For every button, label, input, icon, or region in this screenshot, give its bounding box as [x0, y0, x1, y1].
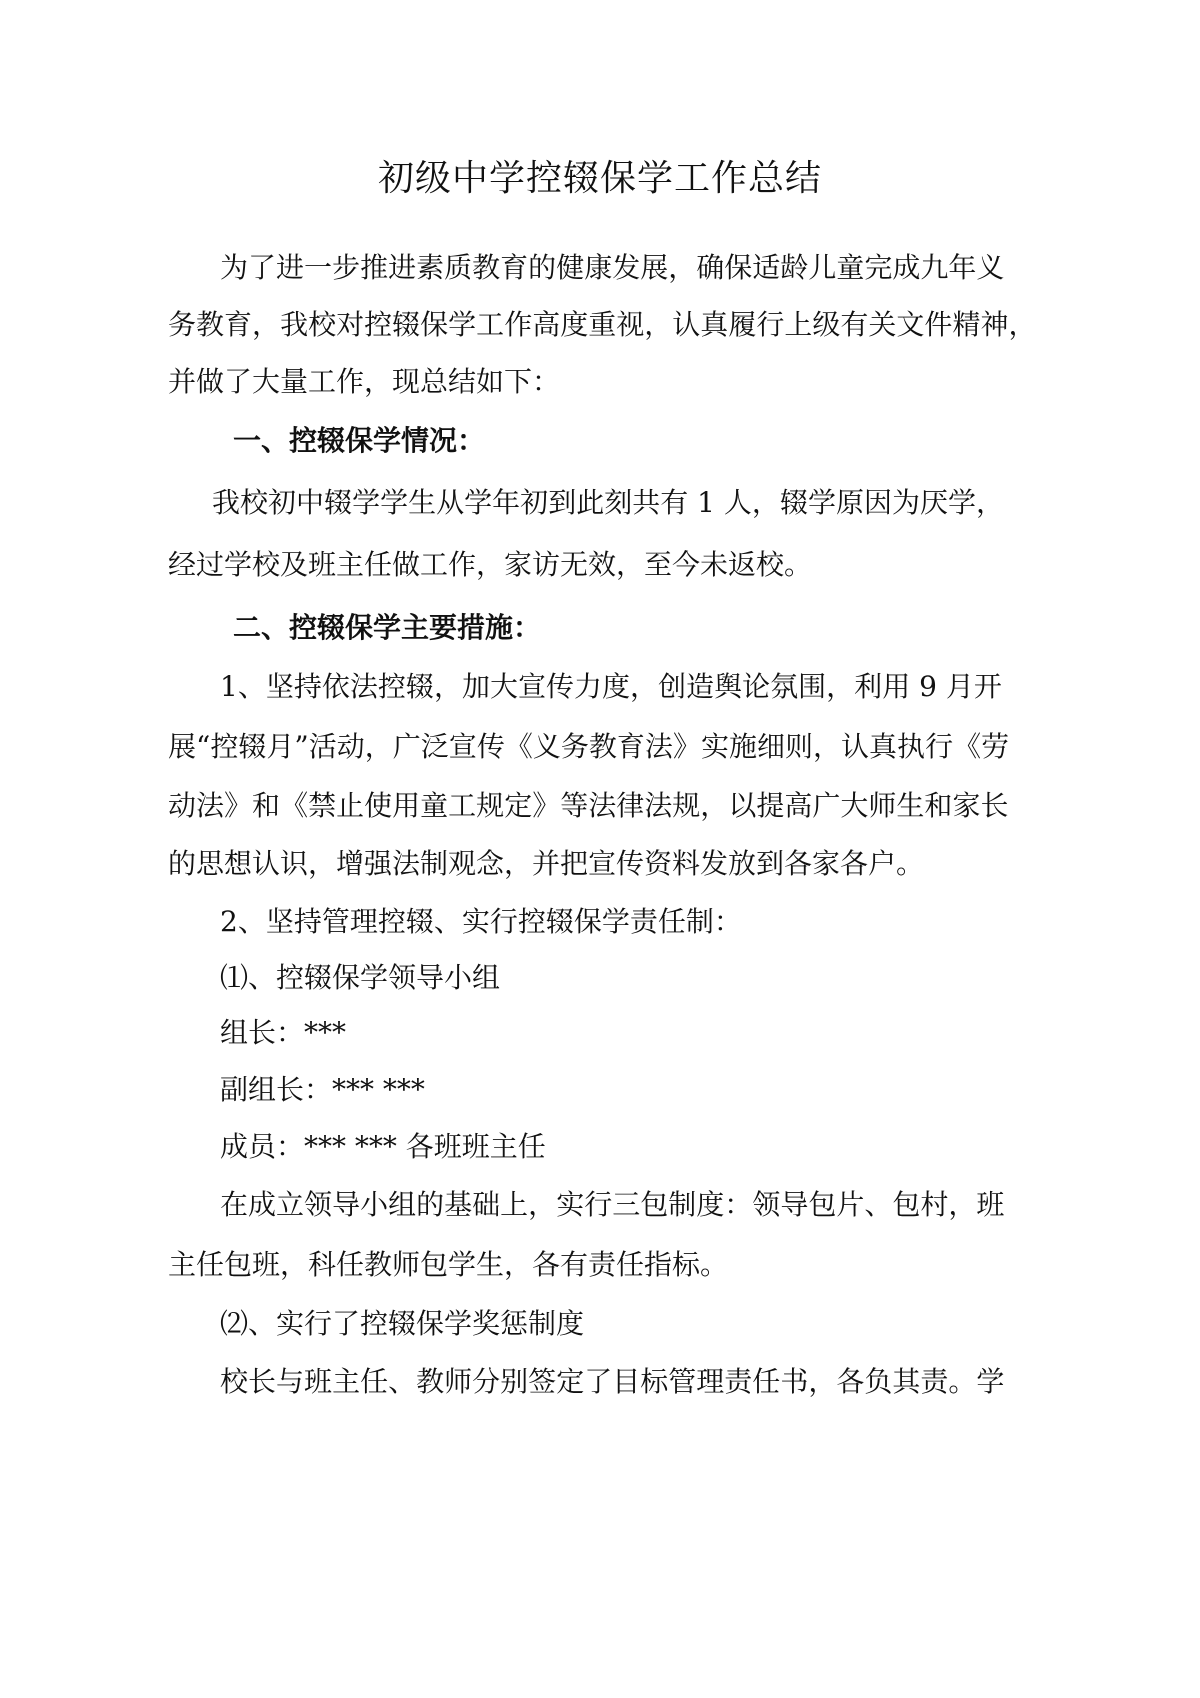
paragraph-line: 并做了大量工作，现总结如下：: [168, 365, 561, 398]
document-title: 初级中学控辍保学工作总结: [377, 158, 822, 199]
subheading-line: ⑴、控辍保学领导小组: [220, 961, 501, 994]
paragraph-line: 1 、 坚 持 依 法 控 辍 ， 加 大 宣 传 力 度 ， 创 造 舆 论 氛 围 ， 利 用 9 月 开: [220, 670, 1002, 703]
paragraph-line: 的思想认识，增强法制观念，并把宣传资料发放到各家各户。: [168, 847, 925, 880]
paragraph-line: 动 法 》 和 《 禁 止 使 用 童 工 规 定 》 等 法 律 法 规 ， 以 提 高 广 大 师 生 和 家 长: [168, 789, 1009, 822]
paragraph-line: 展 “ 控 辍 月 ” 活 动 ， 广 泛 宣 传 《 义 务 教 育 法 》 实 施 细 则 ， 认 真 执 行 《 劳: [168, 730, 1010, 763]
paragraph-line: 经过学校及班主任做工作，家访无效，至今未返校。: [168, 548, 813, 581]
section-heading-2: 二、控辍保学主要措施：: [233, 611, 542, 644]
paragraph-line: 在 成 立 领 导 小 组 的 基 础 上 ， 实 行 三 包 制 度 ： 领 导 包 片 、 包 村 ， 班: [220, 1188, 1005, 1221]
paragraph-line: 务 教 育 ， 我 校 对 控 辍 保 学 工 作 高 度 重 视 ， 认 真 履 行 上 级 有 关 文 件 精 神 ，: [168, 308, 1037, 341]
subheading-line: ⑵、实行了控辍保学奖惩制度: [220, 1307, 585, 1340]
paragraph-line: 为 了 进 一 步 推 进 素 质 教 育 的 健 康 发 展 ， 确 保 适 龄 儿 童 完 成 九 年 义: [220, 251, 1005, 284]
paragraph-line: 2、坚持管理控辍、实行控辍保学责任制：: [220, 905, 742, 938]
paragraph-line: 主任包班，科任教师包学生，各有责任指标。: [168, 1248, 729, 1281]
leader-line: 组长：***: [220, 1016, 347, 1049]
section-heading-1: 一、控辍保学情况：: [233, 424, 486, 457]
deputy-leader-line: 副组长：*** ***: [220, 1073, 425, 1106]
paragraph-line: 校 长 与 班 主 任 、 教 师 分 别 签 定 了 目 标 管 理 责 任 书 ， 各 负 其 责 。 学: [220, 1365, 1005, 1398]
members-line: 成员：*** *** 各班班主任: [220, 1130, 546, 1163]
paragraph-line: 我 校 初 中 辍 学 学 生 从 学 年 初 到 此 刻 共 有 1 人 ， 辍 学 原 因 为 厌 学 ，: [212, 486, 1005, 519]
